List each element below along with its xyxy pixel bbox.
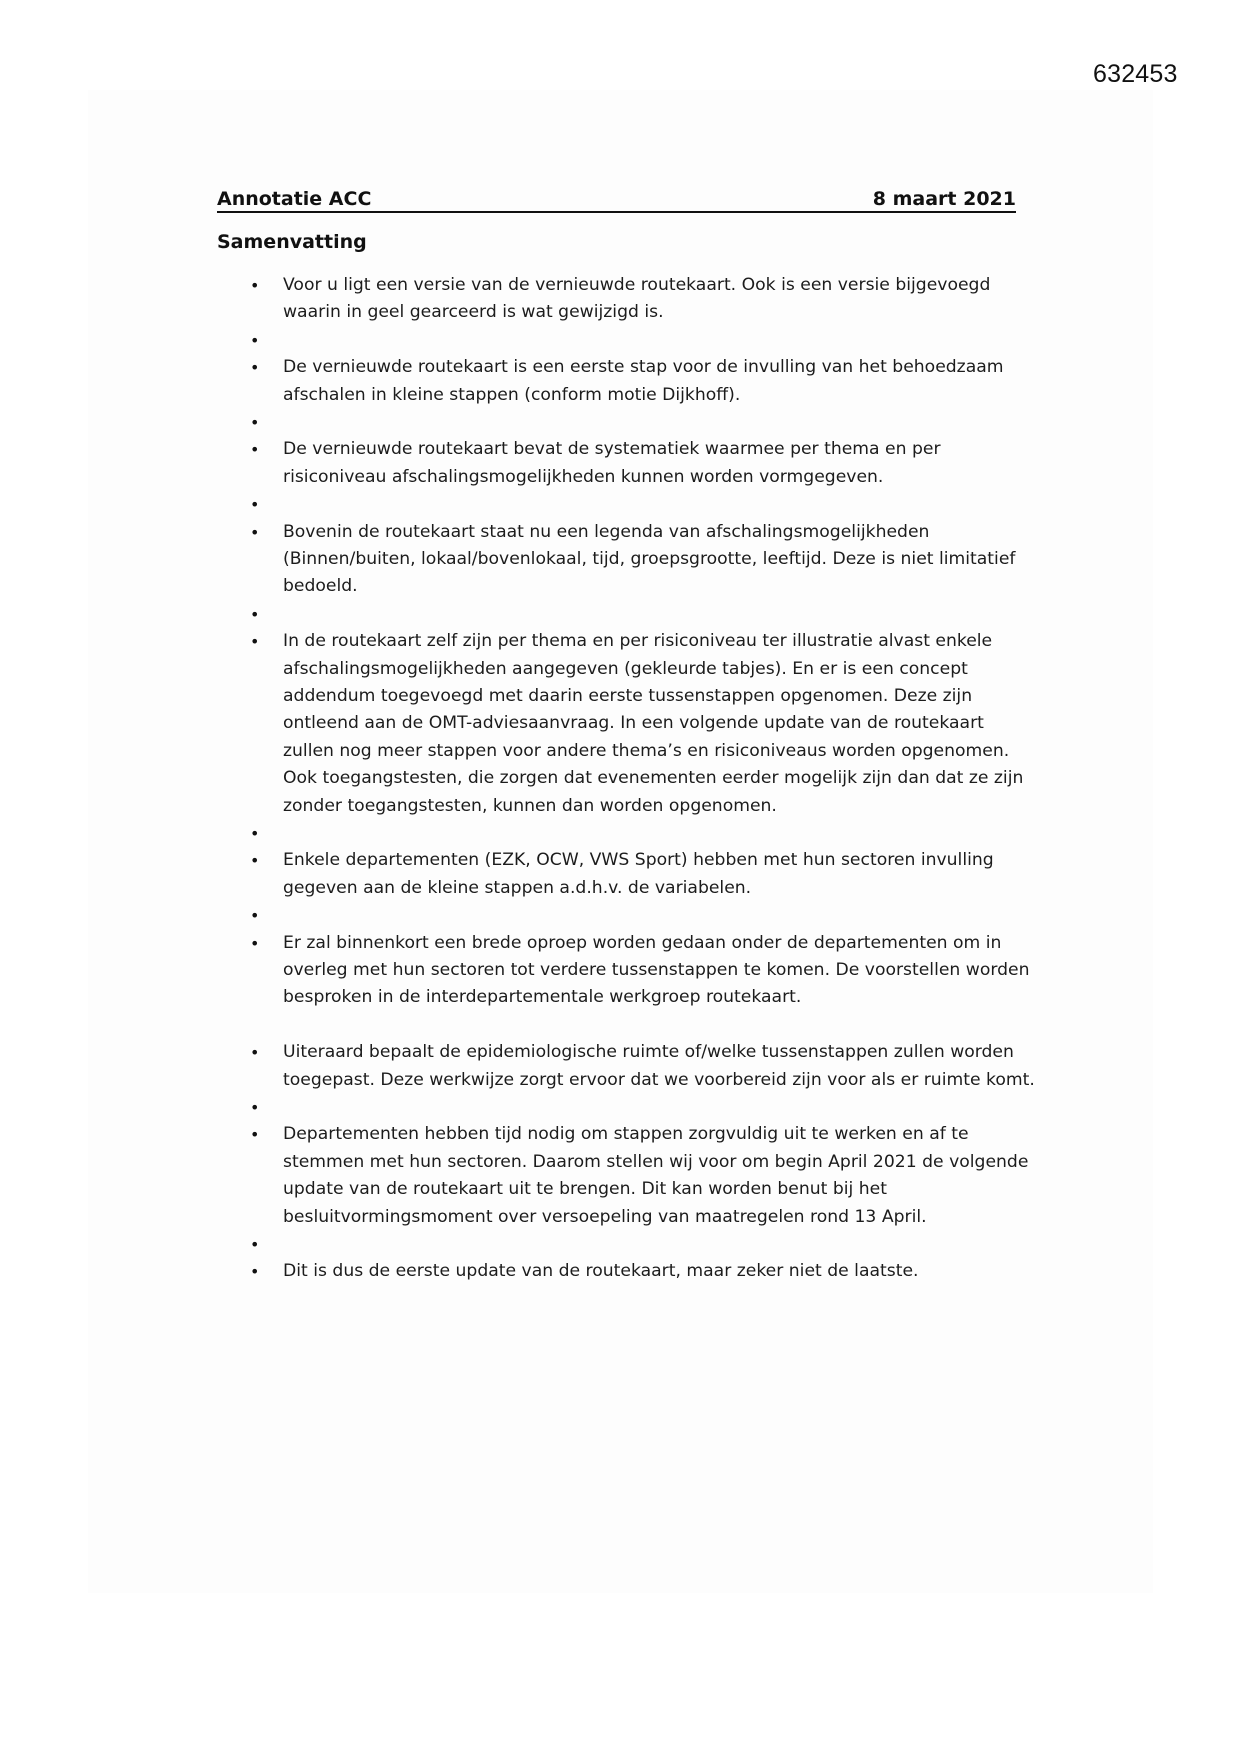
list-item: • Uiteraard bepaalt de epidemiologische ruimte of/welke tussenstappen zullen worden toegepast. Deze werkwijze zorgt ervoor dat we voorbereid zijn voor als er ruimte komt. [250,1039,1040,1094]
document-id: 632453 [1093,60,1178,88]
list-item-empty [250,327,1040,354]
list-item: • Voor u ligt een versie van de vernieuwde routekaart. Ook is een versie bijgevoegd waarin in geel gearceerd is wat gewijzigd is. [250,272,1040,327]
list-item: • In de routekaart zelf zijn per thema en per risiconiveau ter illustratie alvast enkele afschalingsmogelijkheden aangegeven (gekleurde tabjes). En er is een concept addendum toegevoegd met daarin eerste tussenstappen opgenomen. Deze zijn ontleend aan de OMT-adviesaanvraag. In een volgende update van de routekaart zullen nog meer stappen voor andere thema’s en risiconiveaus worden opgenomen. Ook toegangstesten, die zorgen dat evenementen eerder mogelijk zijn dan dat ze zijn zonder toegangstesten, kunnen dan worden opgenomen. [250,628,1040,820]
list-item-empty [250,902,1040,929]
list-item: • De vernieuwde routekaart bevat de systematiek waarmee per thema en per risiconiveau afschalingsmogelijkheden kunnen worden vormgegeven. [250,436,1040,491]
list-item: • Departementen hebben tijd nodig om stappen zorgvuldig uit te werken en af te stemmen met hun sectoren. Daarom stellen wij voor om begin April 2021 de volgende update van de routekaart uit te brengen. Dit kan worden benut bij het besluitvormingsmoment over versoepeling van maatregelen rond 13 April. [250,1121,1040,1231]
list-item: • Enkele departementen (EZK, OCW, VWS Sport) hebben met hun sectoren invulling gegeven aan de kleine stappen a.d.h.v. de variabelen. [250,847,1040,902]
list-item-empty [250,1231,1040,1258]
summary-list [250,272,1040,1286]
list-item: • Bovenin de routekaart staat nu een legenda van afschalingsmogelijkheden (Binnen/buiten, lokaal/bovenlokaal, tijd, groepsgrootte, leeftijd. Deze is niet limitatief bedoeld. [250,519,1040,601]
list-item-empty [250,409,1040,436]
list-item: • Dit is dus de eerste update van de routekaart, maar zeker niet de laatste. [250,1258,1040,1285]
document-header [217,188,1016,213]
list-item: • De vernieuwde routekaart is een eerste stap voor de invulling van het behoedzaam afschalen in kleine stappen (conform motie Dijkhoff). [250,354,1040,409]
document-date: 8 maart 2021 [872,188,1016,210]
list-item: • Er zal binnenkort een brede oproep worden gedaan onder de departementen om in overleg met hun sectoren tot verdere tussenstappen te komen. De voorstellen worden besproken in de interdepartementale werkgroep routekaart. [250,930,1040,1012]
section-title: Samenvatting [217,231,367,253]
list-item-empty [250,601,1040,628]
list-item-empty [250,491,1040,518]
list-item-empty [250,1094,1040,1121]
blank-line [250,1012,1040,1039]
list-item-empty [250,820,1040,847]
document-title: Annotatie ACC [217,188,372,210]
